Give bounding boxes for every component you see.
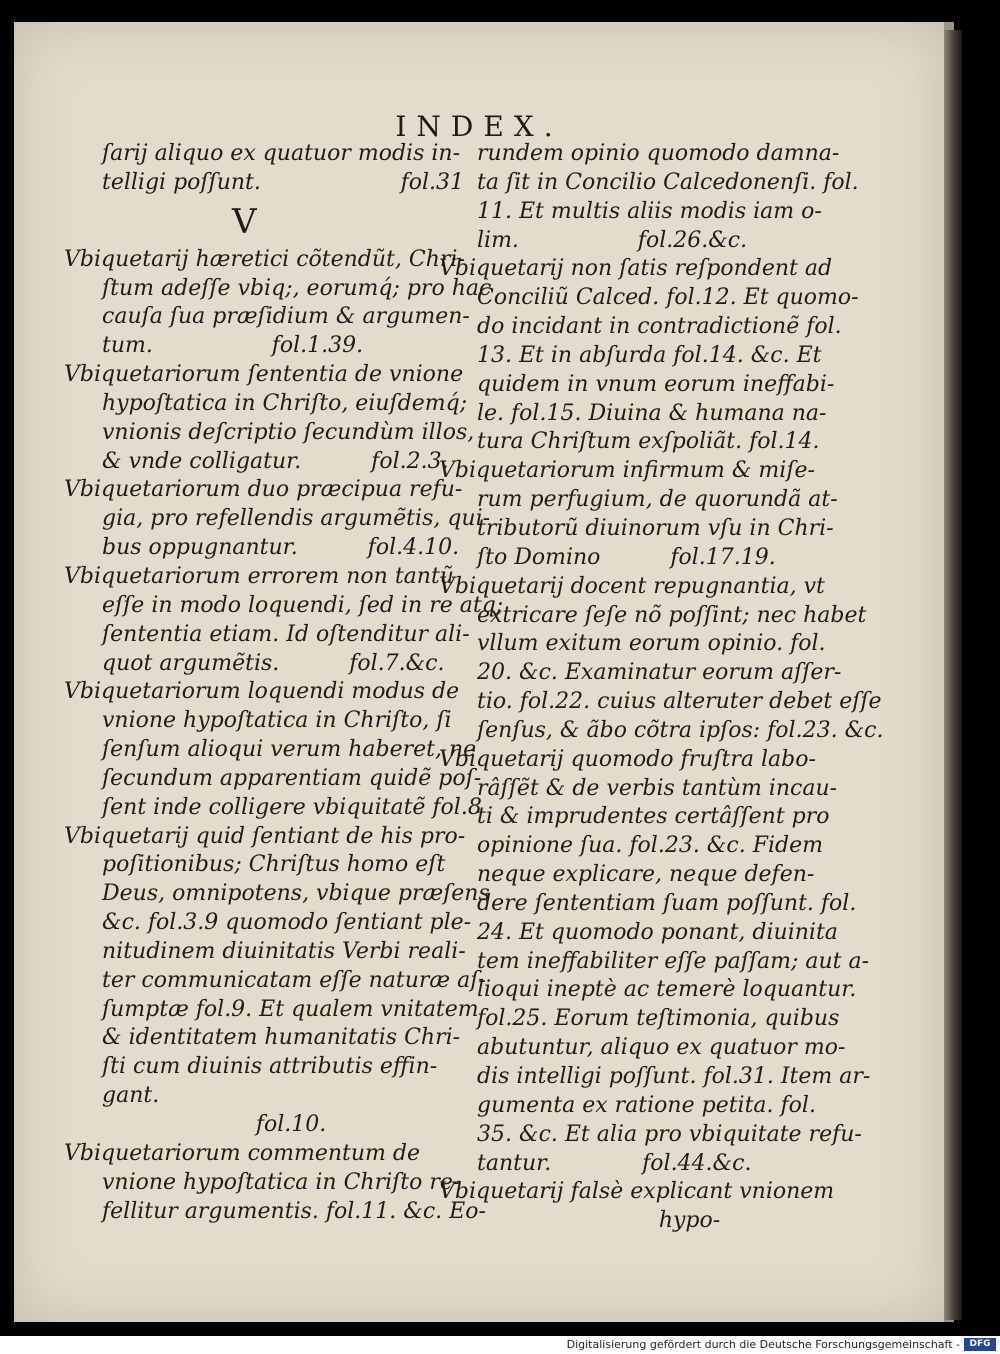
- text-line: 20. &c. Examinatur eorum aſſer-: [477, 660, 842, 686]
- text-line: vnionis deſcriptio ſecundùm illos,: [102, 419, 475, 445]
- text-line: ſenſus, & ãbo cõtra ipſos: fol.23. &c.: [477, 717, 884, 743]
- text-line-content: telligi poſſunt.: [102, 169, 261, 195]
- text-line: fol.10.: [102, 1112, 327, 1137]
- text-line: ſarij aliquo ex quatuor modis in-: [102, 141, 461, 166]
- text-line: gia, pro refellendis argumẽtis, qui-: [102, 506, 491, 532]
- text-line: Deus, omnipotens, vbique præſens: [102, 881, 490, 907]
- index-entry-heading: Vbiquetariorum duo præcipua refu-: [64, 477, 463, 503]
- text-line: fol.25. Eorum teſtimonia, quibus: [477, 1006, 840, 1032]
- index-entry-heading: Vbiquetarij quomodo fruſtra labo-: [439, 746, 816, 772]
- text-line: tantur. fol.44.&c.: [477, 1150, 752, 1176]
- text-line: ſecundum apparentiam quidẽ poſ-: [102, 765, 482, 791]
- page-edge: [944, 30, 962, 1320]
- text-line: poſitionibus; Chriſtus homo eſt: [102, 852, 446, 878]
- text-line: neque explicare, neque defen-: [477, 862, 815, 888]
- text-line: opinione ſua. fol.23. &c. Fidem: [477, 833, 823, 859]
- text-line: eſſe in modo loquendi, ſed in re atq;: [102, 592, 504, 618]
- text-line: do incidant in contradictionẽ fol.: [477, 314, 842, 340]
- text-line: gant.: [102, 1083, 160, 1109]
- text-line: Conciliũ Calced. fol.12. Et quomo-: [477, 285, 859, 311]
- text-line: tum. fol.1.39.: [102, 333, 364, 359]
- text-line: ſtum adeſſe vbiq;, eorumq́; pro hac: [102, 275, 492, 301]
- text-line: & identitatem humanitatis Chri-: [102, 1025, 461, 1051]
- text-line: gumenta ex ratione petita. fol.: [477, 1092, 816, 1118]
- text-line: tio. fol.22. cuius alteruter debet eſſe: [477, 689, 882, 715]
- text-line: & vnde colligatur. fol.2.3.: [102, 448, 449, 474]
- index-entry-heading: Vbiquetariorum commentum de: [64, 1140, 421, 1166]
- index-entry-heading: Vbiquetarij non ſatis reſpondent ad: [439, 256, 833, 282]
- text-line: 35. &c. Et alia pro vbiquitate refu-: [477, 1121, 862, 1147]
- text-line: dis intelligi poſſunt. fol.31. Item ar-: [477, 1064, 871, 1089]
- text-line: hypo-: [477, 1208, 721, 1234]
- text-line: 24. Et quomodo ponant, diuinita: [477, 919, 838, 945]
- book-page: [14, 22, 954, 1322]
- index-entries-left: [64, 246, 504, 1227]
- text-line: ti & imprudentes certâſſent pro: [477, 804, 830, 830]
- index-entries-right: [439, 140, 884, 1236]
- text-line: vllum exitum eorum opinio. fol.: [477, 631, 826, 657]
- index-entry-heading: Vbiquetarij hæretici cõtendũt, Chri-: [64, 246, 465, 272]
- text-line: ſto Domino fol.17.19.: [477, 544, 776, 570]
- text-line: 11. Et multis aliis modis iam o-: [477, 198, 822, 224]
- index-entry-heading: Vbiquetarij falsè explicant vnionem: [439, 1179, 835, 1205]
- text-line: extricare ſeſe nõ poſſint; nec habet: [477, 602, 867, 628]
- text-line: &c. fol.3.9 quomodo ſentiant ple-: [102, 910, 472, 936]
- text-line: rundem opinio quomodo damna-: [477, 141, 840, 166]
- text-line: quot argumẽtis. fol.7.&c.: [102, 650, 445, 676]
- text-line: bus oppugnantur. fol.4.10.: [102, 535, 460, 561]
- text-line: quidem in vnum eorum ineffabi-: [477, 371, 835, 397]
- text-line: ter communicatam eſſe naturæ aſ-: [102, 967, 486, 993]
- index-entry-heading: Vbiquetarij quid ſentiant de his pro-: [64, 823, 466, 849]
- text-line: cauſa ſua præſidium & argumen-: [102, 304, 470, 330]
- text-line: nitudinem diuinitatis Verbi reali-: [102, 938, 466, 964]
- text-line: rum perfugium, de quorundã at-: [477, 487, 838, 513]
- text-line: ſti cum diuinis attributis effin-: [102, 1054, 438, 1080]
- page-title: INDEX.: [395, 110, 563, 143]
- section-letter: V: [232, 201, 257, 242]
- text-line: ſententia etiam. Id oſtenditur ali-: [102, 621, 470, 647]
- folio-reference: fol.31: [400, 169, 464, 195]
- text-line: abutuntur, aliquo ex quatuor mo-: [477, 1035, 846, 1061]
- text-line: fellitur argumentis. fol.11. &c. Eo-: [102, 1198, 486, 1224]
- text-line: ta ſit in Concilio Calcedonenſi. fol.: [477, 169, 859, 195]
- text-line: tem ineffabiliter eſſe paſſam; aut a-: [477, 948, 870, 974]
- text-line: 13. Et in abſurda fol.14. &c. Et: [477, 342, 822, 368]
- text-line: tributorũ diuinorum vſu in Chri-: [477, 515, 834, 541]
- text-line: vnione hypoſtatica in Chriſto re-: [102, 1169, 461, 1195]
- index-entry-heading: Vbiquetariorum loquendi modus de: [64, 679, 460, 705]
- text-line: [64, 169, 464, 198]
- text-line: tura Chriſtum exſpoliãt. fol.14.: [477, 429, 820, 455]
- text-line: lim. fol.26.&c.: [477, 227, 748, 253]
- text-line: ſumptæ fol.9. Et qualem vnitatem: [102, 996, 479, 1022]
- index-column-right: [439, 140, 884, 1236]
- index-entry-heading: Vbiquetariorum infirmum & miſe-: [439, 458, 815, 484]
- text-line: le. fol.15. Diuina & humana na-: [477, 400, 827, 426]
- text-line: râſſẽt & de verbis tantùm incau-: [477, 775, 838, 801]
- dfg-logo: DFG: [964, 1338, 996, 1351]
- index-entry-heading: Vbiquetariorum ſententia de vnione: [64, 362, 464, 388]
- text-line: dere ſententiam ſuam poſſunt. fol.: [477, 890, 857, 916]
- index-column-left: [64, 140, 504, 1226]
- text-line: vnione hypoſtatica in Chriſto, ſi: [102, 708, 452, 734]
- text-line: hypoſtatica in Chriſto, eiuſdemq́;: [102, 390, 468, 416]
- index-entry-heading: Vbiquetarij docent repugnantia, vt: [439, 573, 825, 599]
- index-entry-heading: Vbiquetariorum errorem non tantũ: [64, 563, 454, 589]
- footer-credit: Digitalisierung gefördert durch die Deutsche Forschungsgemeinschaft -: [566, 1338, 960, 1351]
- text-line: ſent inde colligere vbiquitatẽ fol.8: [102, 794, 482, 820]
- text-line: ſenſum alioqui verum haberet, ne: [102, 737, 477, 763]
- text-line: lioqui ineptè ac temerè loquantur.: [477, 977, 857, 1003]
